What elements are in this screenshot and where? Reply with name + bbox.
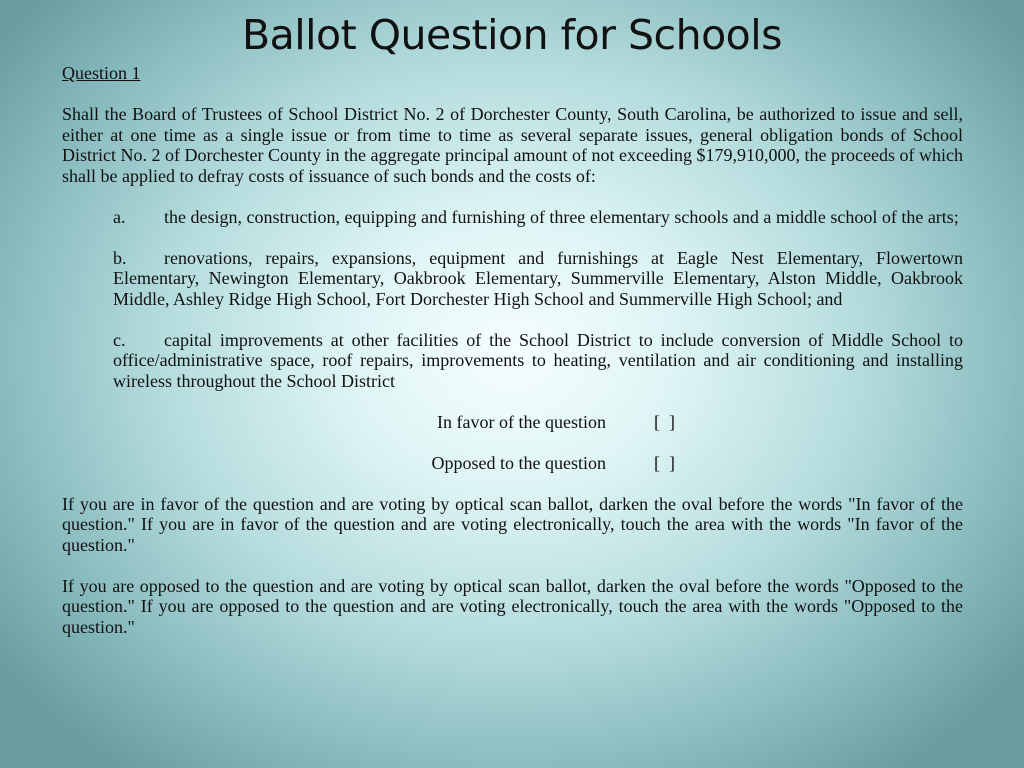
list-item-marker: a. [113,206,126,227]
question-items [113,207,963,392]
list-item [113,248,963,310]
list-item-text: capital improvements at other facilities of the School District to include conversion of Middle School to office/administrative space, roof repairs, improvements to heating, ventilation and air conditioning and installing wireless throughout the School District [113,329,963,391]
favor-option-label: In favor of the question [437,411,606,432]
list-item [113,207,963,228]
opposed-option-label: Opposed to the question [431,452,606,473]
ballot-content [62,63,963,637]
opposed-instructions: If you are opposed to the question and are voting by optical scan ballot, darken the oval before the words "Opposed to the question." If you are opposed to the question and are voting electronically, touch the area with the words "Opposed to the question." [62,575,963,637]
question-label: Question 1 [62,63,141,83]
favor-option[interactable] [62,412,963,433]
question-intro: Shall the Board of Trustees of School District No. 2 of Dorchester County, South Carolina, be authorized to issue and sell, either at one time as a single issue or from time to time as several separate issues, general obligation bonds of School District No. 2 of Dorchester County in the aggregate principal amount of not exceeding $179,910,000, the proceeds of which shall be applied to defray costs of issuance of such bonds and the costs of: [62,104,963,186]
favor-instructions: If you are in favor of the question and are voting by optical scan ballot, darken the oval before the words "In favor of the question." If you are in favor of the question and are voting electronically, touch the area with the words "In favor of the question." [62,493,963,555]
favor-checkbox[interactable]: [ ] [654,411,675,432]
list-item-marker: c. [113,329,126,350]
opposed-option[interactable] [62,453,963,474]
list-item-marker: b. [113,247,127,268]
list-item-text: renovations, repairs, expansions, equipment and furnishings at Eagle Nest Elementary, Flowertown Elementary, Newington Elementary, Oakbrook Elementary, Summerville Elementary, Alston Middle, Oakbrook Middle, Ashley Ridge High School, Fort Dorchester High School and Summerville High School; and [113,247,963,309]
slide-title: Ballot Question for Schools [241,11,783,59]
opposed-checkbox[interactable]: [ ] [654,452,675,473]
list-item-text: the design, construction, equipping and furnishing of three elementary schools and a middle school of the arts; [164,206,959,227]
list-item [113,330,963,392]
